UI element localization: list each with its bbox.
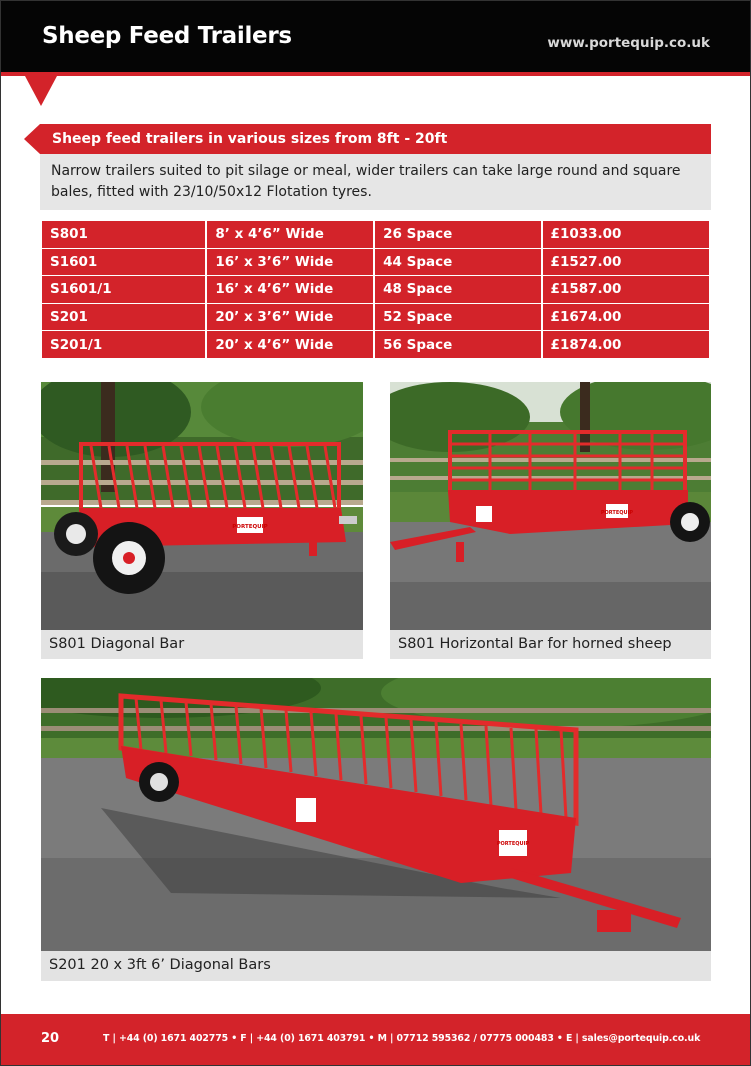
page-header <box>1 1 750 72</box>
trailer-logo: PORTEQUIP <box>600 510 634 516</box>
size-cell: 20’ x 4’6” Wide <box>207 331 373 359</box>
price-table <box>40 221 711 359</box>
table-row <box>42 276 709 304</box>
section-heading: Sheep feed trailers in various sizes from 8ft - 20ft <box>52 131 448 147</box>
model-cell: S201 <box>42 304 205 332</box>
page-footer <box>1 1014 750 1065</box>
page-title: Sheep Feed Trailers <box>42 23 292 49</box>
page-number: 20 <box>41 1031 60 1046</box>
photo-caption: S201 20 x 3ft 6’ Diagonal Bars <box>41 951 711 981</box>
price-cell: £1033.00 <box>543 221 709 249</box>
table-row <box>42 249 709 277</box>
photo-caption: S801 Horizontal Bar for horned sheep <box>390 630 711 659</box>
price-cell: £1874.00 <box>543 331 709 359</box>
trailer-logo: PORTEQUIP <box>496 841 530 847</box>
website-url[interactable]: www.portequip.co.uk <box>547 35 710 51</box>
space-cell: 48 Space <box>375 276 540 304</box>
photo-s801-diagonal <box>41 382 363 630</box>
header-divider <box>1 72 750 76</box>
price-cell: £1527.00 <box>543 249 709 277</box>
price-cell: £1587.00 <box>543 276 709 304</box>
model-cell: S201/1 <box>42 331 205 359</box>
table-row <box>42 331 709 359</box>
section-heading-bar <box>40 124 711 154</box>
size-cell: 20’ x 3’6” Wide <box>207 304 373 332</box>
size-cell: 16’ x 4’6” Wide <box>207 276 373 304</box>
contact-details: T | +44 (0) 1671 402775 • F | +44 (0) 1671 403791 • M | 07712 595362 / 07775 000483 • E | sales@portequip.co.uk <box>103 1033 701 1044</box>
space-cell: 26 Space <box>375 221 540 249</box>
size-cell: 16’ x 3’6” Wide <box>207 249 373 277</box>
photo-s201-diagonal <box>41 678 711 951</box>
price-cell: £1674.00 <box>543 304 709 332</box>
space-cell: 52 Space <box>375 304 540 332</box>
space-cell: 56 Space <box>375 331 540 359</box>
trailer-logo: PORTEQUIP <box>232 524 268 530</box>
photo-caption: S801 Diagonal Bar <box>41 630 363 659</box>
photo-s801-horizontal <box>390 382 711 630</box>
model-cell: S801 <box>42 221 205 249</box>
model-cell: S1601 <box>42 249 205 277</box>
table-row <box>42 221 709 249</box>
space-cell: 44 Space <box>375 249 540 277</box>
section-description: Narrow trailers suited to pit silage or meal, wider trailers can take large round and square bales, fitted with 23/10/50x12 Flotation tyres. <box>40 154 711 210</box>
size-cell: 8’ x 4’6” Wide <box>207 221 373 249</box>
header-notch-decoration <box>25 76 57 106</box>
model-cell: S1601/1 <box>42 276 205 304</box>
table-row <box>42 304 709 332</box>
